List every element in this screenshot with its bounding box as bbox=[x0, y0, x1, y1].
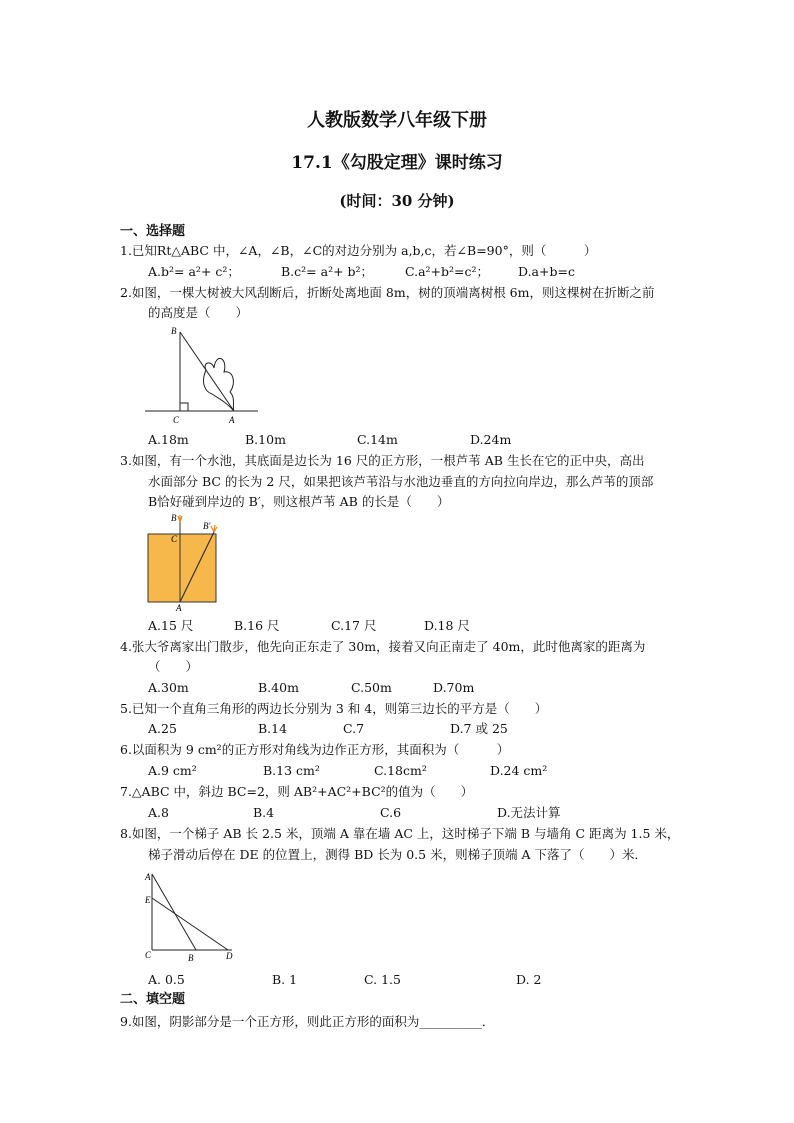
question-7-stem: 7.△ABC 中，斜边 BC=2，则 AB²+AC²+BC²的值为（ ） bbox=[120, 784, 474, 799]
question-9-stem: 9.如图，阴影部分是一个正方形，则此正方形的面积为__________． bbox=[120, 1014, 495, 1029]
question-5-stem: 5.已知一个直角三角形的两边长分别为 3 和 4，则第三边长的平方是（ ） bbox=[120, 701, 548, 716]
question-6-stem: 6.以面积为 9 cm²的正方形对角线为边作正方形，其面积为（ ） bbox=[120, 742, 510, 757]
page-subtitle: 17.1《勾股定理》课时练习 bbox=[291, 153, 503, 173]
question-3-stem-line2: 水面部分 BC 的长为 2 尺，如果把该芦苇沿与水池边垂直的方向拉向岸边，那么芦苇的顶部 bbox=[148, 474, 654, 489]
section-heading-choice: 一、选择题 bbox=[120, 224, 186, 239]
question-3-stem-line3: B恰好碰到岸边的 B′，则这根芦苇 AB 的长是（ ） bbox=[148, 494, 450, 509]
question-4-option-d: D.70m bbox=[433, 680, 475, 695]
label-a: A bbox=[145, 872, 151, 882]
question-4-option-b: B.40m bbox=[258, 680, 299, 695]
question-5-option-b: B.14 bbox=[258, 721, 288, 736]
question-7-option-a: A.8 bbox=[148, 805, 169, 820]
question-7-option-b: B.4 bbox=[253, 805, 275, 820]
question-2-stem-line2: 的高度是（ ） bbox=[148, 305, 249, 320]
ladder-ed bbox=[152, 898, 228, 950]
figure-pond-reed bbox=[140, 512, 225, 612]
question-8-option-a: A. 0.5 bbox=[148, 972, 185, 987]
label-b: B bbox=[171, 513, 177, 523]
right-angle-mark bbox=[180, 403, 188, 411]
question-4-option-a: A.30m bbox=[148, 680, 189, 695]
tree-crown bbox=[204, 358, 234, 411]
question-5-option-c: C.7 bbox=[343, 721, 365, 736]
label-c: C bbox=[145, 950, 152, 960]
question-2-option-d: D.24m bbox=[470, 432, 512, 447]
question-7-option-c: C.6 bbox=[380, 805, 402, 820]
question-2-option-c: C.14m bbox=[357, 432, 398, 447]
question-7-option-d: D.无法计算 bbox=[497, 805, 561, 820]
question-8-option-d: D. 2 bbox=[516, 972, 542, 987]
question-4-stem-line2: （ ） bbox=[148, 659, 199, 674]
question-5-option-d: D.7 或 25 bbox=[450, 721, 508, 736]
page-title: 人教版数学八年级下册 bbox=[307, 110, 487, 131]
label-c: C bbox=[173, 415, 180, 425]
label-a: A bbox=[176, 603, 182, 612]
reed-tip-2 bbox=[211, 525, 217, 532]
question-1-option-b: B.c²= a²+ b²； bbox=[281, 264, 374, 279]
label-b: B bbox=[171, 326, 177, 336]
question-6-option-c: C.18cm² bbox=[374, 763, 427, 778]
question-8-option-c: C. 1.5 bbox=[364, 972, 401, 987]
question-2-option-a: A.18m bbox=[148, 432, 189, 447]
question-3-option-d: D.18 尺 bbox=[424, 618, 470, 633]
question-1-option-a: A.b²= a²+ c²； bbox=[148, 264, 240, 279]
label-b-prime: B′ bbox=[203, 521, 211, 531]
pond-water bbox=[148, 534, 216, 602]
figure-broken-tree bbox=[140, 322, 265, 430]
label-c: C bbox=[171, 534, 178, 544]
question-6-option-b: B.13 cm² bbox=[263, 763, 320, 778]
question-8-stem-line1: 8.如图，一个梯子 AB 长 2.5 米，顶端 A 靠在墙 AC 上，这时梯子下端 B 与墙角 C 距离为 1.5 米， bbox=[120, 826, 680, 841]
question-1-option-d: D.a+b=c bbox=[518, 264, 575, 279]
question-4-option-c: C.50m bbox=[351, 680, 392, 695]
question-2-stem-line1: 2.如图，一棵大树被大风刮断后，折断处离地面 8m，树的顶端离树根 6m，则这棵树在折断之前 bbox=[120, 285, 655, 300]
question-1-option-c: C.a²+b²=c²； bbox=[405, 264, 490, 279]
question-1-stem: 1.已知Rt△ABC 中，∠A，∠B，∠C的对边分别为 a,b,c，若∠B=90°，则（ ） bbox=[120, 243, 597, 258]
question-2-option-b: B.10m bbox=[245, 432, 286, 447]
time-note: (时间：30 分钟) bbox=[339, 192, 455, 210]
question-5-option-a: A.25 bbox=[148, 721, 177, 736]
question-3-stem-line1: 3.如图，有一个水池，其底面是边长为 16 尺的正方形，一根芦苇 AB 生长在它的正中央，高出 bbox=[120, 453, 645, 468]
question-8-stem-line2: 梯子滑动后停在 DE 的位置上，测得 BD 长为 0.5 米，则梯子顶端 A 下落了（ ）米． bbox=[148, 847, 648, 862]
question-3-option-b: B.16 尺 bbox=[234, 618, 280, 633]
figure-ladder bbox=[140, 866, 240, 966]
question-8-option-b: B. 1 bbox=[272, 972, 298, 987]
label-d: D bbox=[226, 951, 233, 961]
question-3-option-a: A.15 尺 bbox=[148, 618, 194, 633]
question-6-option-a: A.9 cm² bbox=[148, 763, 197, 778]
section-heading-fill: 二、填空题 bbox=[120, 992, 186, 1007]
label-a: A bbox=[229, 415, 235, 425]
label-b: B bbox=[188, 953, 194, 963]
question-3-option-c: C.17 尺 bbox=[331, 618, 377, 633]
ladder-ab bbox=[152, 874, 196, 950]
reed-tip-1 bbox=[178, 515, 182, 522]
question-4-stem-line1: 4.张大爷离家出门散步，他先向正东走了 30m，接着又向正南走了 40m，此时他离家的距离为 bbox=[120, 639, 646, 654]
question-6-option-d: D.24 cm² bbox=[490, 763, 548, 778]
label-e: E bbox=[145, 895, 151, 905]
